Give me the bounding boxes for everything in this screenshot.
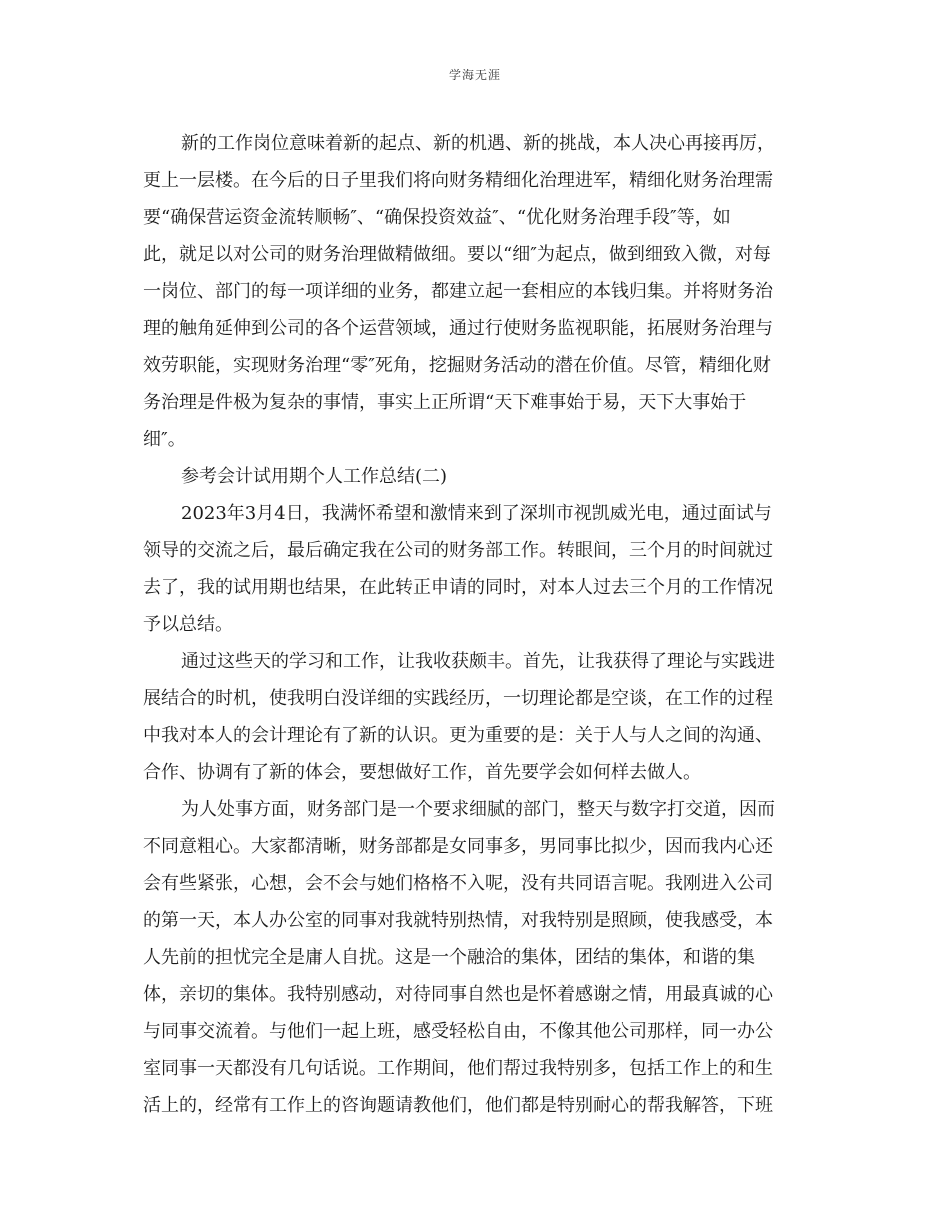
text-line: 合作、协调有了新的体会，要想做好工作，首先要学会如何样去做人。 — [143, 762, 701, 783]
text-line: 通过这些天的学习和工作，让我收获颇丰。首先，让我获得了理论与实践进 — [181, 651, 775, 672]
text-line: 一岗位、部门的每一项详细的业务，都建立起一套相应的本钱归集。并将财务治 — [143, 281, 773, 302]
document-body — [143, 125, 807, 1124]
text-line: 更上一层楼。在今后的日子里我们将向财务精细化治理进军，精细化财务治理需 — [143, 170, 773, 191]
text-line: 中我对本人的会计理论有了新的认识。更为重要的是：关于人与人之间的沟通、 — [143, 725, 773, 746]
text-line: 体，亲切的集体。我特别感动，对待同事自然也是怀着感谢之情，用最真诚的心 — [143, 984, 773, 1005]
text-line: 的第一天，本人办公室的同事对我就特别热情，对我特别是照顾，使我感受，本 — [143, 910, 773, 931]
text-line: 务治理是件极为复杂的事情，事实上正所谓“天下难事始于易，天下大事始于 — [143, 392, 747, 413]
text-line: 不同意粗心。大家都清晰，财务部都是女同事多，男同事比拟少，因而我内心还 — [143, 836, 773, 857]
text-line: 与同事交流着。与他们一起上班，感受轻松自由，不像其他公司那样，同一办公 — [143, 1021, 773, 1042]
text-line: 展结合的时机，使我明白没详细的实践经历，一切理论都是空谈，在工作的过程 — [143, 688, 773, 709]
text-line: 2023年3月4日，我满怀希望和激情来到了深圳市视凯威光电，通过面试与 — [181, 503, 772, 524]
text-line: 会有些紧张，心想，会不会与她们格格不入呢，没有共同语言呢。我刚进入公司 — [143, 873, 773, 894]
text-line: 领导的交流之后，最后确定我在公司的财务部工作。转眼间，三个月的时间就过 — [143, 540, 773, 561]
text-line: 予以总结。 — [143, 614, 233, 635]
section-heading: 参考会计试用期个人工作总结(二) — [181, 466, 448, 487]
text-line: 新的工作岗位意味着新的起点、新的机遇、新的挑战，本人决心再接再厉， — [181, 133, 775, 154]
text-line: 活上的，经常有工作上的咨询题请教他们，他们都是特别耐心的帮我解答，下班 — [143, 1095, 773, 1116]
text-line: 室同事一天都没有几句话说。工作期间，他们帮过我特别多，包括工作上的和生 — [143, 1058, 773, 1079]
text-line: 去了，我的试用期也结果，在此转正申请的同时，对本人过去三个月的工作情况 — [143, 577, 773, 598]
text-line: 细″。 — [143, 429, 186, 450]
text-line: 此，就足以对公司的财务治理做精做细。要以“细″为起点，做到细致入微，对每 — [143, 244, 771, 265]
text-line: 效劳职能，实现财务治理“零″死角，挖掘财务活动的潜在价值。尽管，精细化财 — [143, 355, 771, 376]
text-line: 要“确保营运资金流转顺畅″、“确保投资效益″、“优化财务治理手段″等，如 — [143, 207, 731, 228]
text-line: 人先前的担忧完全是庸人自扰。这是一个融洽的集体，团结的集体，和谐的集 — [143, 947, 755, 968]
page-header: 学海无涯 — [448, 68, 501, 82]
text-line: 理的触角延伸到公司的各个运营领域，通过行使财务监视职能，拓展财务治理与 — [143, 318, 773, 339]
text-line: 为人处事方面，财务部门是一个要求细腻的部门，整天与数字打交道，因而 — [181, 799, 775, 820]
